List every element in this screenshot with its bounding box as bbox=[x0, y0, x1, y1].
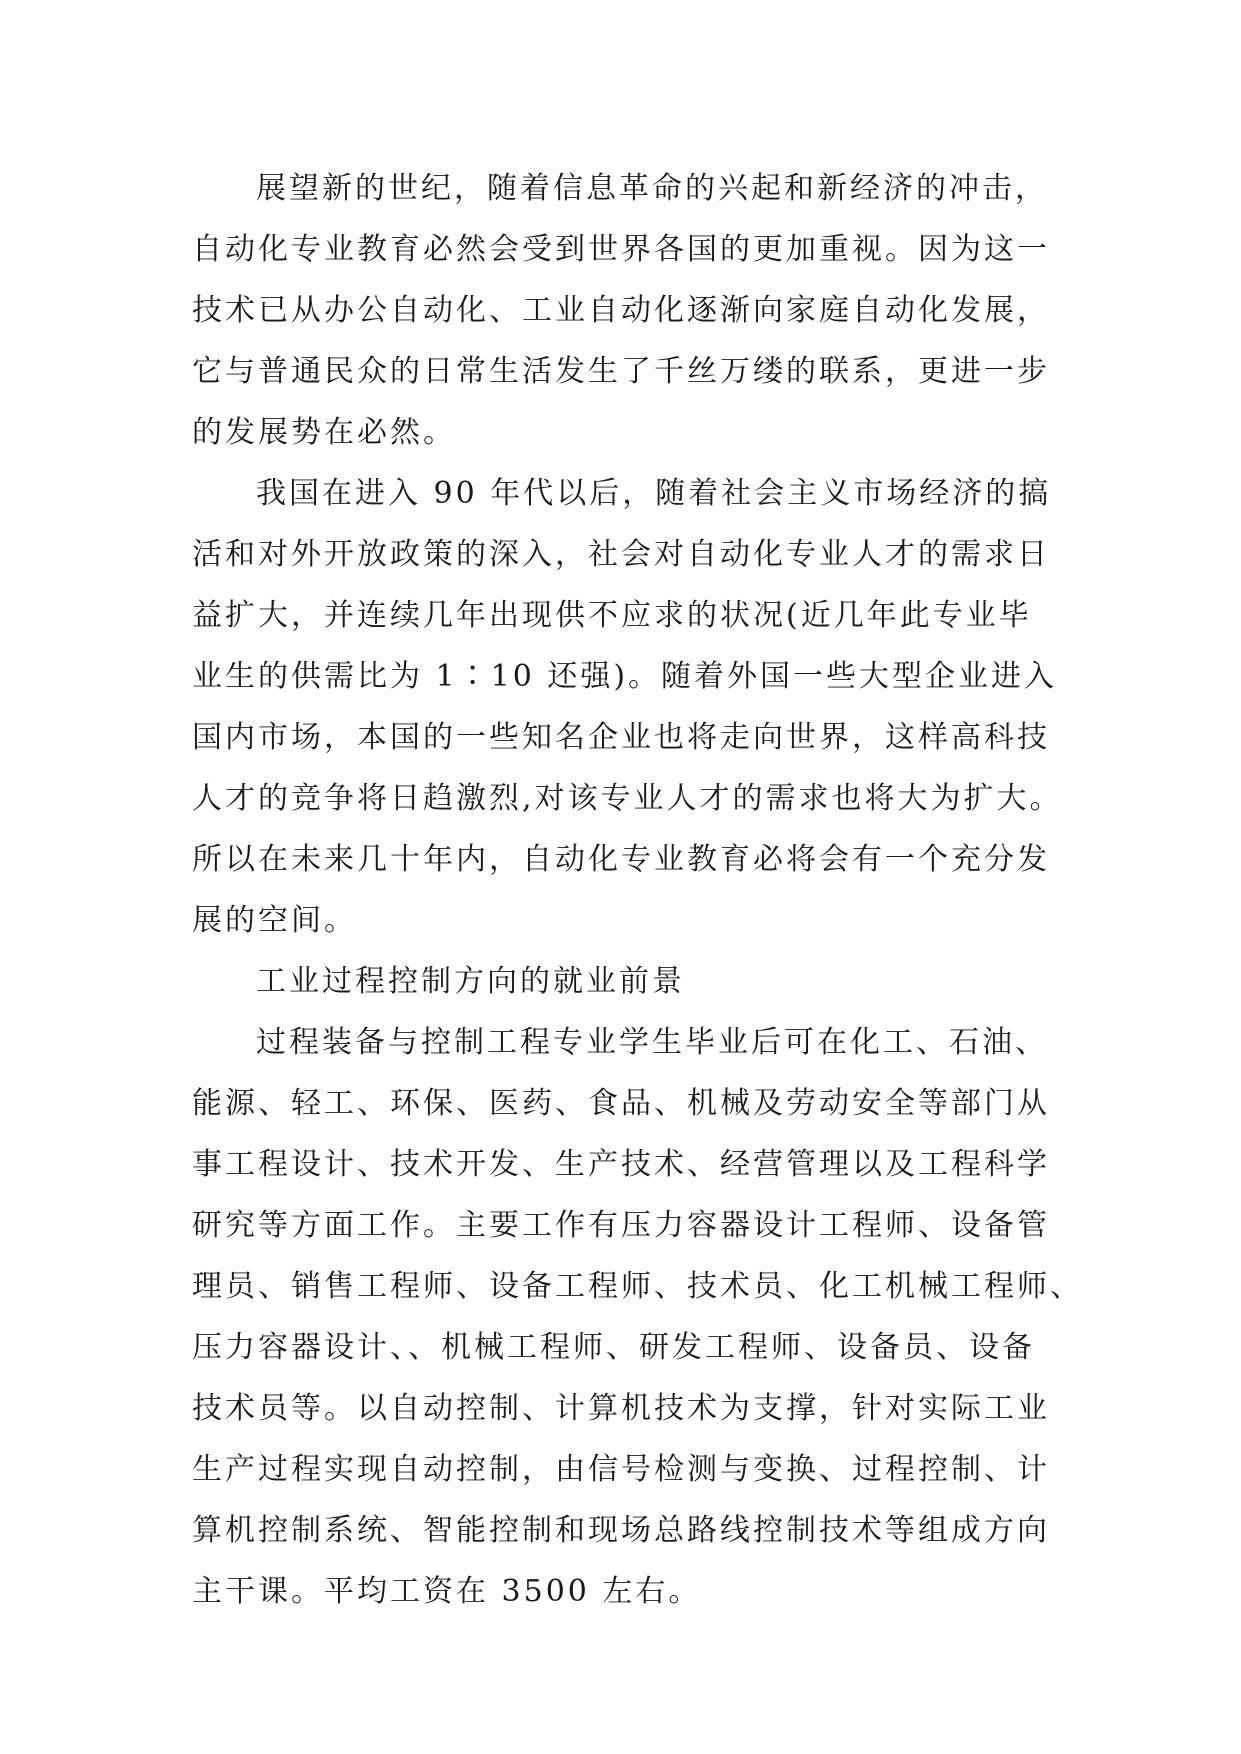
paragraph-outlook bbox=[192, 158, 1052, 463]
text-line: 主干课。平均工资在 3500 左右。 bbox=[192, 1574, 702, 1609]
paragraph-employment bbox=[192, 1012, 1083, 1622]
document-body bbox=[192, 158, 1083, 1622]
text-line: 生产过程实现自动控制，由信号检测与变换、过程控制、计 bbox=[192, 1452, 1050, 1487]
text-line: 压力容器设计、、机械工程师、研发工程师、设备员、设备 bbox=[192, 1330, 1035, 1365]
text-line: 研究等方面工作。主要工作有压力容器设计工程师、设备管 bbox=[192, 1208, 1050, 1243]
text-line: 我国在进入 90 年代以后，随着社会主义市场经济的搞 bbox=[256, 476, 1052, 511]
text-line: 国内市场，本国的一些知名企业也将走向世界，这样高科技 bbox=[192, 720, 1050, 755]
paragraph-china-demand bbox=[192, 463, 1063, 951]
heading-text: 工业过程控制方向的就业前景 bbox=[256, 964, 685, 999]
text-line: 能源、轻工、环保、医药、食品、机械及劳动安全等部门从 bbox=[192, 1086, 1050, 1121]
text-line: 算机控制系统、智能控制和现场总路线控制技术等组成方向 bbox=[192, 1513, 1050, 1548]
text-line: 业生的供需比为 1∶10 还强)。随着外国一些大型企业进入 bbox=[192, 659, 1058, 694]
text-line: 它与普通民众的日常生活发生了千丝万缕的联系，更进一步 bbox=[192, 354, 1050, 389]
text-line: 技术员等。以自动控制、计算机技术为支撑，针对实际工业 bbox=[192, 1391, 1050, 1426]
text-line: 自动化专业教育必然会受到世界各国的更加重视。因为这一 bbox=[192, 232, 1050, 267]
text-line: 益扩大，并连续几年出现供不应求的状况(近几年此专业毕 bbox=[192, 598, 1032, 633]
text-line: 技术已从办公自动化、工业自动化逐渐向家庭自动化发展， bbox=[192, 293, 1050, 328]
text-line: 所以在未来几十年内，自动化专业教育必将会有一个充分发 bbox=[192, 842, 1050, 877]
text-line: 事工程设计、技术开发、生产技术、经营管理以及工程科学 bbox=[192, 1147, 1050, 1182]
text-line: 过程装备与控制工程专业学生毕业后可在化工、石油、 bbox=[256, 1025, 1048, 1060]
text-line: 人才的竞争将日趋激烈,对该专业人才的需求也将大为扩大。 bbox=[192, 781, 1063, 816]
text-line: 理员、销售工程师、设备工程师、技术员、化工机械工程师、 bbox=[192, 1269, 1083, 1304]
text-line: 活和对外开放政策的深入，社会对自动化专业人才的需求日 bbox=[192, 537, 1050, 572]
text-line: 的发展势在必然。 bbox=[192, 415, 456, 450]
text-line: 展的空间。 bbox=[192, 903, 357, 938]
text-line: 展望新的世纪，随着信息革命的兴起和新经济的冲击， bbox=[256, 171, 1048, 206]
section-heading bbox=[192, 951, 1052, 1012]
